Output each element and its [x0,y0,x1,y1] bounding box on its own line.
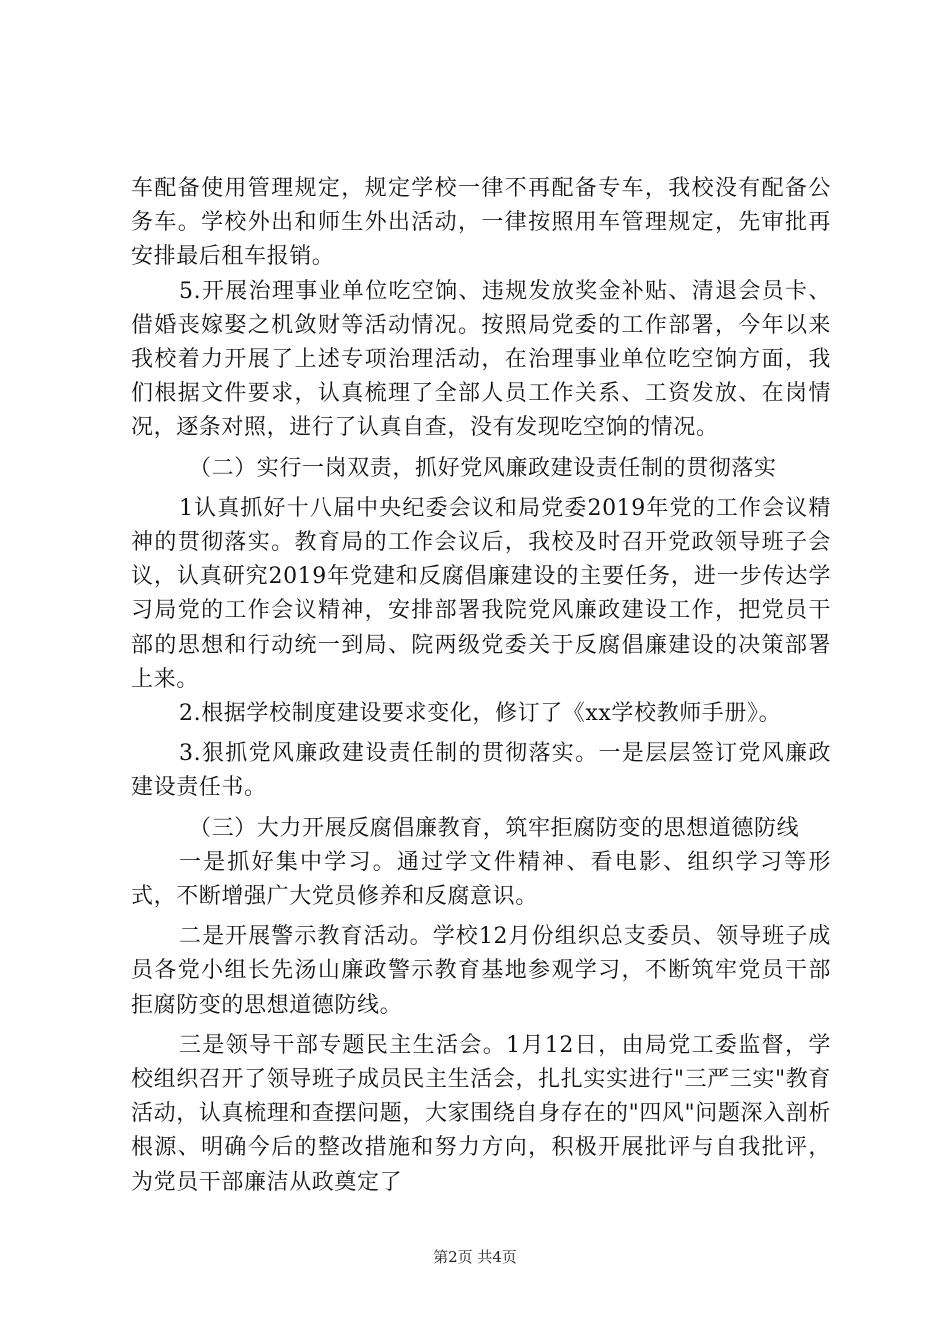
section-heading-3: （三）大力开展反腐倡廉教育，筑牢拒腐防变的思想道德防线 [189,815,800,841]
paragraph-democratic-life-meeting: 三是领导干部专题民主生活会。1月12日，由局党工委监督，学校组织召开了领导班子成员民主生活会，扎扎实实进行"三严三实"教育活动，认真梳理和查摆问题，大家围绕自身存在的"四风"问题深入剖析根源、明确今后的整改措施和努力方向，积极开展批评与自我批评，为党员干部廉洁从政奠定了 [131,1032,831,1195]
paragraph-item-3: 3.狠抓党风廉政建设责任制的贯彻落实。一是层层签订党风廉政建设责任书。 [131,741,831,801]
paragraph-item-1: 1认真抓好十八届中央纪委会议和局党委2019年党的工作会议精神的贯彻落实。教育局的工作会议后，我校及时召开党政领导班子会议，认真研究2019年党建和反腐倡廉建设的主要任务，进一步传达学习局党的工作会议精神，安排部署我院党风廉政建设工作，把党员干部的思想和行动统一到局、院两级党委关于反腐倡廉建设的决策部署上来。 [131,495,831,692]
document-body [131,172,831,1200]
paragraph-vehicle-rules: 车配备使用管理规定，规定学校一律不再配备专车，我校没有配备公务车。学校外出和师生外出活动，一律按照用车管理规定，先审批再安排最后租车报销。 [131,176,831,270]
paragraph-item-2: 2.根据学校制度建设要求变化，修订了《xx学校教师手册》。 [179,701,782,727]
paragraph-study: 一是抓好集中学习。通过学文件精神、看电影、组织学习等形式，不断增强广大党员修养和反腐意识。 [131,849,831,910]
page-number-footer: 第2页 共4页 [433,1248,517,1266]
paragraph-item-5: 5.开展治理事业单位吃空饷、违规发放奖金补贴、清退会员卡、借婚丧嫁娶之机敛财等活动情况。按照局党委的工作部署，今年以来我校着力开展了上述专项治理活动，在治理事业单位吃空饷方面，我们根据文件要求，认真梳理了全部人员工作关系、工资发放、在岗情况，逐条对照，进行了认真自查，没有发现吃空饷的情况。 [131,278,831,441]
paragraph-warning-education: 二是开展警示教育活动。学校12月份组织总支委员、领导班子成员各党小组长先汤山廉政警示教育基地参观学习，不断筑牢党员干部拒腐防变的思想道德防线。 [131,924,831,1018]
section-heading-2: （二）实行一岗双责，抓好党风廉政建设责任制的贯彻落实 [189,455,777,481]
